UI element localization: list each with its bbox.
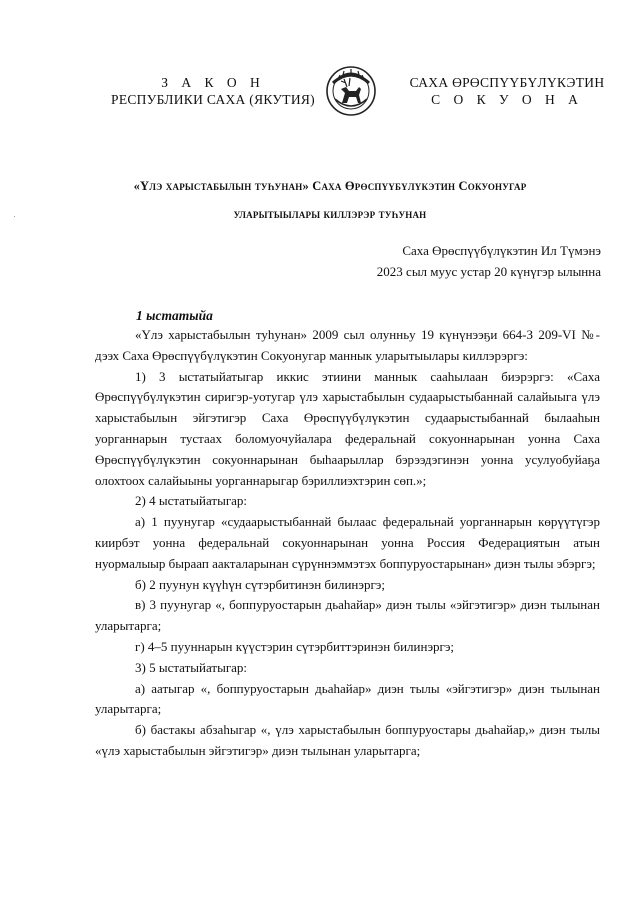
law-title-line1: «Үлэ харыстабылын туһунан» Саха Өрөспүүбүлүкэтин Сокуонугар	[133, 179, 527, 193]
header-right-line2: С О К У О Н А	[431, 92, 583, 107]
adoption-note	[301, 240, 601, 282]
header-right	[402, 74, 612, 108]
law-title-line2: уларытыылары киллэрэр туһунан	[233, 207, 427, 221]
adoption-body: Саха Өрөспүүбүлүкэтин Ил Түмэнэ	[402, 243, 601, 258]
paragraph: а) аатыгар «, боппуруостарын дьаһайар» диэн тылы «эйгэтигэр» диэн тылынан уларытарга;	[95, 680, 600, 717]
paragraph: в) 3 пуунугар «, боппуруостарын дьаһайар» диэн тылы «эйгэтигэр» диэн тылынан уларытарга;	[95, 597, 600, 634]
paragraph: 2) 4 ыстатыйатыгар:	[135, 493, 248, 509]
paragraph: 3) 5 ыстатыйатыгар:	[135, 659, 248, 675]
article-body	[95, 325, 600, 762]
adoption-date: 2023 сыл муус устар 20 күнүгэр ылынна	[376, 264, 601, 279]
paragraph: г) 4–5 пууннарын күүстэрин сүтэрбиттэринэн билинэргэ;	[135, 638, 455, 654]
article-heading: 1 ыстатыйа	[136, 308, 213, 323]
header-left-line2: РЕСПУБЛИКИ САХА (ЯКУТИЯ)	[111, 92, 315, 107]
paragraph: а) 1 пуунугар «судаарыстыбаннай былаас федеральнай уорганнарын көрүүтүгэр киирбэт уонна федеральнай сокуоннарынан уонна Россия Федерациятын атын нуормалыыр быраап аакталарынан сүрүннэммэтэх боппуруостарынан» диэн тылы эбэргэ;	[95, 514, 600, 571]
paragraph: 1) 3 ыстатыйатыгар иккис этиини маннык сааһылаан биэрэргэ: «Саха Өрөспүүбүлүкэтин сиригэр-уотугар үлэ харыстабылын судаарыстыбаннай салайыыга үлэ харыстабылын эйгэтигэр Саха Өрөспүүбүлүкэтин судаарыстыбаннай былааһын уорганнарын тустаах боломуочуйалара федеральнай сокуоннарынан уонна Саха Өрөспүүбүлүкэтин сокуоннарынан быһаарыллар бэрээдэгинэн уонна усулуобуйаҕа олохтоох салайыыны уорганнарыгар бэриллиэхтэрин сөп.»;	[95, 368, 600, 488]
paragraph: «Үлэ харыстабылын туһунан» 2009 сыл олунньу 19 күнүнээҕи 664-З 209-VI №-дээх Саха Өрөспүүбүлүкэтин Сокуонугар маннык уларытыылары киллэрэргэ:	[95, 327, 600, 363]
header-left	[108, 74, 318, 108]
header-left-line1: З А К О Н	[161, 75, 265, 90]
sakha-coat-of-arms-icon	[325, 65, 377, 117]
paragraph: б) 2 пуунун күүһүн сүтэрбитинэн билинэргэ;	[135, 576, 385, 592]
law-title	[60, 172, 600, 228]
paragraph: б) бастакы абзаһыгар «, үлэ харыстабылын боппуруостары дьаһайар,» диэн тылы «үлэ харыстабылын эйгэтигэр» диэн тылынан уларытарга;	[95, 722, 600, 758]
margin-dot	[14, 216, 15, 217]
header-right-line1: САХА ӨРӨСПҮҮБҮЛҮКЭТИН	[409, 75, 605, 90]
